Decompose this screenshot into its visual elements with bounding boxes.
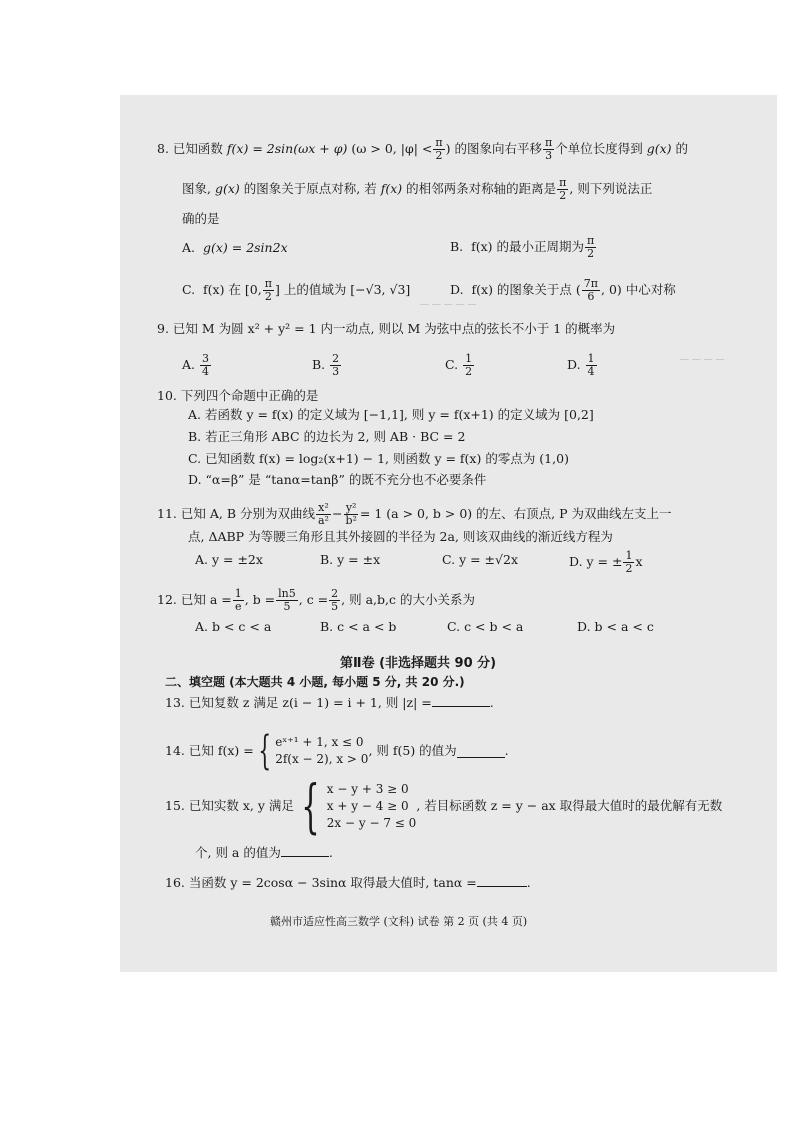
q8-number: 8. [157, 141, 169, 156]
q15-answer-blank[interactable] [281, 844, 329, 857]
bleed-through-text: — — — — [680, 355, 725, 365]
q9-option-a: A. $\frac{3}{4}$ [182, 352, 209, 378]
q8-g: g(x) [646, 141, 672, 156]
q10-stem: 10. 下列四个命题中正确的是 [157, 388, 319, 403]
q12-option-c: C. c < b < a [447, 619, 524, 634]
q13-answer-blank[interactable] [432, 694, 490, 707]
q8-text: 的 [675, 141, 688, 156]
q11-line1: 11. 已知 A, B 分别为双曲线 $\frac{\text{x²}}{\text{a²}}$ − $\frac{\text{y²}}{\text{b²}}$ = 1 (a > 0, b > 0) 的左、右顶点, P 为双曲线左支上一 [157, 501, 672, 527]
q9-option-b: B. $\frac{2}{3}$ [312, 352, 340, 378]
q8-shift-fraction: $\frac{\pi}{3}$ [544, 136, 553, 162]
q8-line3: 确的是 [182, 211, 220, 226]
q14-answer-blank[interactable] [457, 745, 505, 758]
q10-option-c: C. 已知函数 f(x) = log₂(x+1) − 1, 则函数 y = f(x) 的零点为 (1,0) [188, 451, 569, 466]
q15-line1: 15. 已知实数 x, y 满足 { x − y + 3 ≥ 0 x + y − 4 ≥ 0 2x − y − 7 ≤ 0 , 若目标函数 z = y − ax 取得最大值时的最优解有无数 [165, 772, 723, 840]
q15-line2: 个, 则 a 的值为 . [195, 845, 333, 860]
part2-title: 第Ⅱ卷 (非选择题共 90 分) [340, 656, 497, 671]
q8-line2: 图象, g(x) 的图象关于原点对称, 若 f(x) 的相邻两条对称轴的距离是 $\frac{\pi}{2}$ , 则下列说法正 [182, 176, 653, 202]
q16: 16. 当函数 y = 2cosα − 3sinα 取得最大值时, tanα = . [165, 875, 531, 890]
q8-option-c: C. f(x) 在 [0, $\frac{\pi}{2}$ ] 上的值域为 [−√3, √3] [182, 277, 411, 303]
q11-line2: 点, ΔABP 为等腰三角形且其外接圆的半径为 2a, 则该双曲线的渐近线方程为 [188, 529, 613, 544]
q14: 14. 已知 f(x) = { eˣ⁺¹ + 1, x ≤ 0 2f(x − 2), x > 0 , 则 f(5) 的值为 . [165, 728, 509, 774]
q16-answer-blank[interactable] [477, 874, 527, 887]
q14-piecewise: eˣ⁺¹ + 1, x ≤ 0 2f(x − 2), x > 0 [275, 735, 369, 766]
q8-distance-fraction: $\frac{\pi}{2}$ [559, 176, 567, 202]
q8-condition: (ω > 0, |φ| < [351, 141, 433, 156]
q12-option-b: B. c < a < b [320, 619, 397, 634]
q10-option-d: D. “α=β” 是 “tanα=tanβ” 的既不充分也不必要条件 [188, 472, 487, 487]
q8-function: f(x) = 2sin(ωx + φ) [226, 141, 348, 156]
q8-option-b: B. f(x) 的最小正周期为 $\frac{\pi}{2}$ [450, 234, 595, 260]
q9-option-d: D. $\frac{1}{4}$ [567, 352, 595, 378]
q8-option-d: D. f(x) 的图象关于点 ( $\frac{7\pi}{6}$ , 0) 中心对称 [450, 277, 676, 303]
page-footer: 赣州市适应性高三数学 (文科) 试卷 第 2 页 (共 4 页) [270, 915, 528, 928]
q8-text: 已知函数 [172, 141, 223, 156]
q8-text: 个单位长度得到 [555, 141, 643, 156]
bleed-through-text: — — — — — [420, 300, 477, 310]
section2-heading: 二、填空题 (本大题共 4 小题, 每小题 5 分, 共 20 分.) [165, 675, 465, 689]
q8-fraction: $\frac{\pi}{2}$ [435, 136, 443, 162]
left-brace: { [258, 728, 271, 774]
q12-option-a: A. b < c < a [195, 619, 272, 634]
q8-text: ) 的图象向右平移 [445, 141, 542, 156]
left-brace: { [301, 772, 320, 840]
q11-option-b: B. y = ±x [320, 552, 381, 567]
q15-constraints: x − y + 3 ≥ 0 x + y − 4 ≥ 0 2x − y − 7 ≤ 0 [326, 781, 417, 830]
q11-option-c: C. y = ±√2x [442, 552, 518, 567]
q12-stem: 12. 已知 a = $\frac{1}{e}$ , b = $\frac{\ln 5}{5}$ , c = $\frac{2}{5}$ , 则 a,b,c 的大小关系为 [157, 587, 475, 613]
exam-page [120, 95, 777, 972]
q8-line1 [157, 137, 688, 162]
q9-stem: 9. 已知 M 为圆 x² + y² = 1 内一动点, 则以 M 为弦中点的弦长不小于 1 的概率为 [157, 321, 616, 336]
q10-option-a: A. 若函数 y = f(x) 的定义域为 [−1,1], 则 y = f(x+1) 的定义域为 [0,2] [188, 407, 594, 422]
q11-option-d: D. y = ± $\frac{1}{2}$ x [569, 549, 643, 575]
q8-option-a: A. g(x) = 2sin2x [182, 240, 288, 255]
q11-option-a: A. y = ±2x [195, 552, 263, 567]
q10-option-b: B. 若正三角形 ABC 的边长为 2, 则 AB · BC = 2 [188, 429, 466, 444]
q13: 13. 已知复数 z 满足 z(i − 1) = i + 1, 则 |z| = . [165, 695, 494, 710]
q9-option-c: C. $\frac{1}{2}$ [445, 352, 473, 378]
q12-option-d: D. b < a < c [577, 619, 654, 634]
